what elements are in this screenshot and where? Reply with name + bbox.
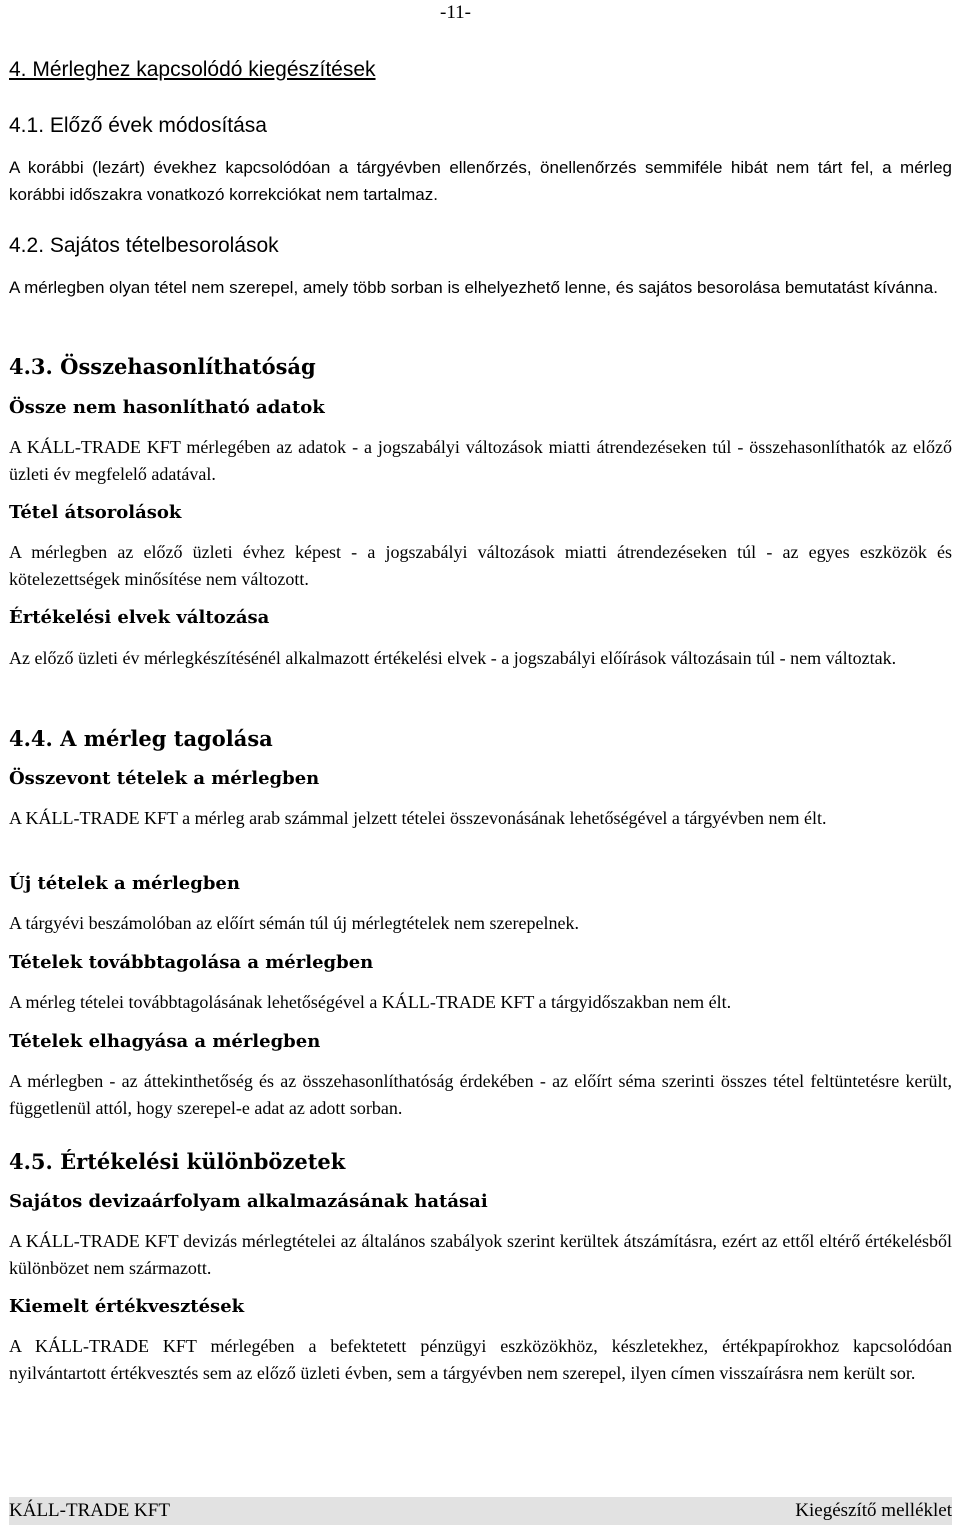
paragraph-valuation-principles: Az előző üzleti év mérlegkészítésénél alkalmazott értékelési elvek - a jogszabályi előírások változásain túl - nem változtak. bbox=[9, 648, 897, 668]
subheading-item-omission: Tételek elhagyása a mérlegben bbox=[9, 1031, 321, 1052]
subheading-valuation-principles: Értékelési elvek változása bbox=[9, 607, 270, 628]
paragraph-new-items: A tárgyévi beszámolóban az előírt sémán túl új mérlegtételek nem szerepelnek. bbox=[9, 913, 579, 933]
section-heading-4-5: 4.5. Értékelési különbözetek bbox=[9, 1149, 346, 1174]
page-footer bbox=[9, 1497, 952, 1525]
section-text-4-2: A mérlegben olyan tétel nem szerepel, amely több sorban is elhelyezhető lenne, és sajátos besorolása bemutatást kívánna. bbox=[9, 278, 938, 297]
chapter-title: 4. Mérleghez kapcsolódó kiegészítések bbox=[9, 58, 376, 81]
paragraph-impairments: A KÁLL-TRADE KFT mérlegében a befektetett pénzügyi eszközökhöz, készletekhez, értékpapírokhoz kapcsolódóan nyilvántartott értékvesztés sem az előző üzleti évben, sem a tárgyévben nem szerepel, ilyen címen visszaírásra nem került sor. bbox=[9, 1336, 952, 1383]
subheading-impairments: Kiemelt értékvesztések bbox=[9, 1296, 245, 1317]
paragraph-item-omission: A mérlegben - az áttekinthetőség és az összehasonlíthatóság érdekében - az előírt séma szerinti összes tétel feltüntetésre került, függetlenül attól, hogy szerepel-e adat az adott sorban. bbox=[9, 1071, 952, 1118]
subheading-reclassification: Tétel átsorolások bbox=[9, 502, 182, 523]
section-heading-4-1: 4.1. Előző évek módosítása bbox=[9, 114, 267, 137]
paragraph-item-breakdown: A mérleg tételei továbbtagolásának lehetőségével a KÁLL-TRADE KFT a tárgyidőszakban nem élt. bbox=[9, 992, 732, 1012]
subheading-item-breakdown: Tételek továbbtagolása a mérlegben bbox=[9, 952, 374, 973]
footer-company: KÁLL-TRADE KFT bbox=[9, 1500, 170, 1521]
page-number: -11- bbox=[440, 2, 471, 23]
paragraph-reclassification: A mérlegben az előző üzleti évhez képest - a jogszabályi változások miatti átrendezéseken túl - az egyes eszközök és kötelezettségek minősítése nem változott. bbox=[9, 542, 952, 589]
section-heading-4-4: 4.4. A mérleg tagolása bbox=[9, 726, 273, 751]
section-text-4-1: A korábbi (lezárt) évekhez kapcsolódóan a tárgyévben ellenőrzés, önellenőrzés semmiféle hibát nem tárt fel, a mérleg korábbi időszakra vonatkozó korrekciókat nem tartalmaz. bbox=[9, 158, 952, 204]
subheading-new-items: Új tételek a mérlegben bbox=[9, 873, 240, 894]
paragraph-merged-items: A KÁLL-TRADE KFT a mérleg arab számmal jelzett tételei összevonásának lehetőségével a tárgyévben nem élt. bbox=[9, 808, 827, 828]
subheading-comparability: Össze nem hasonlítható adatok bbox=[9, 397, 325, 418]
paragraph-comparability: A KÁLL-TRADE KFT mérlegében az adatok - a jogszabályi változások miatti átrendezéseken túl - összehasonlíthatók az előző üzleti év megfelelő adatával. bbox=[9, 437, 952, 484]
footer-document-type: Kiegészítő melléklet bbox=[795, 1500, 952, 1521]
subheading-exchange-rate: Sajátos devizaárfolyam alkalmazásának hatásai bbox=[9, 1191, 488, 1212]
paragraph-exchange-rate: A KÁLL-TRADE KFT devizás mérlegtételei az általános szabályok szerint kerültek átszámításra, ezért az ettől eltérő értékelésből különbözet nem származott. bbox=[9, 1231, 952, 1278]
subheading-merged-items: Összevont tételek a mérlegben bbox=[9, 768, 320, 789]
section-heading-4-2: 4.2. Sajátos tételbesorolások bbox=[9, 234, 279, 257]
section-heading-4-3: 4.3. Összehasonlíthatóság bbox=[9, 354, 316, 379]
